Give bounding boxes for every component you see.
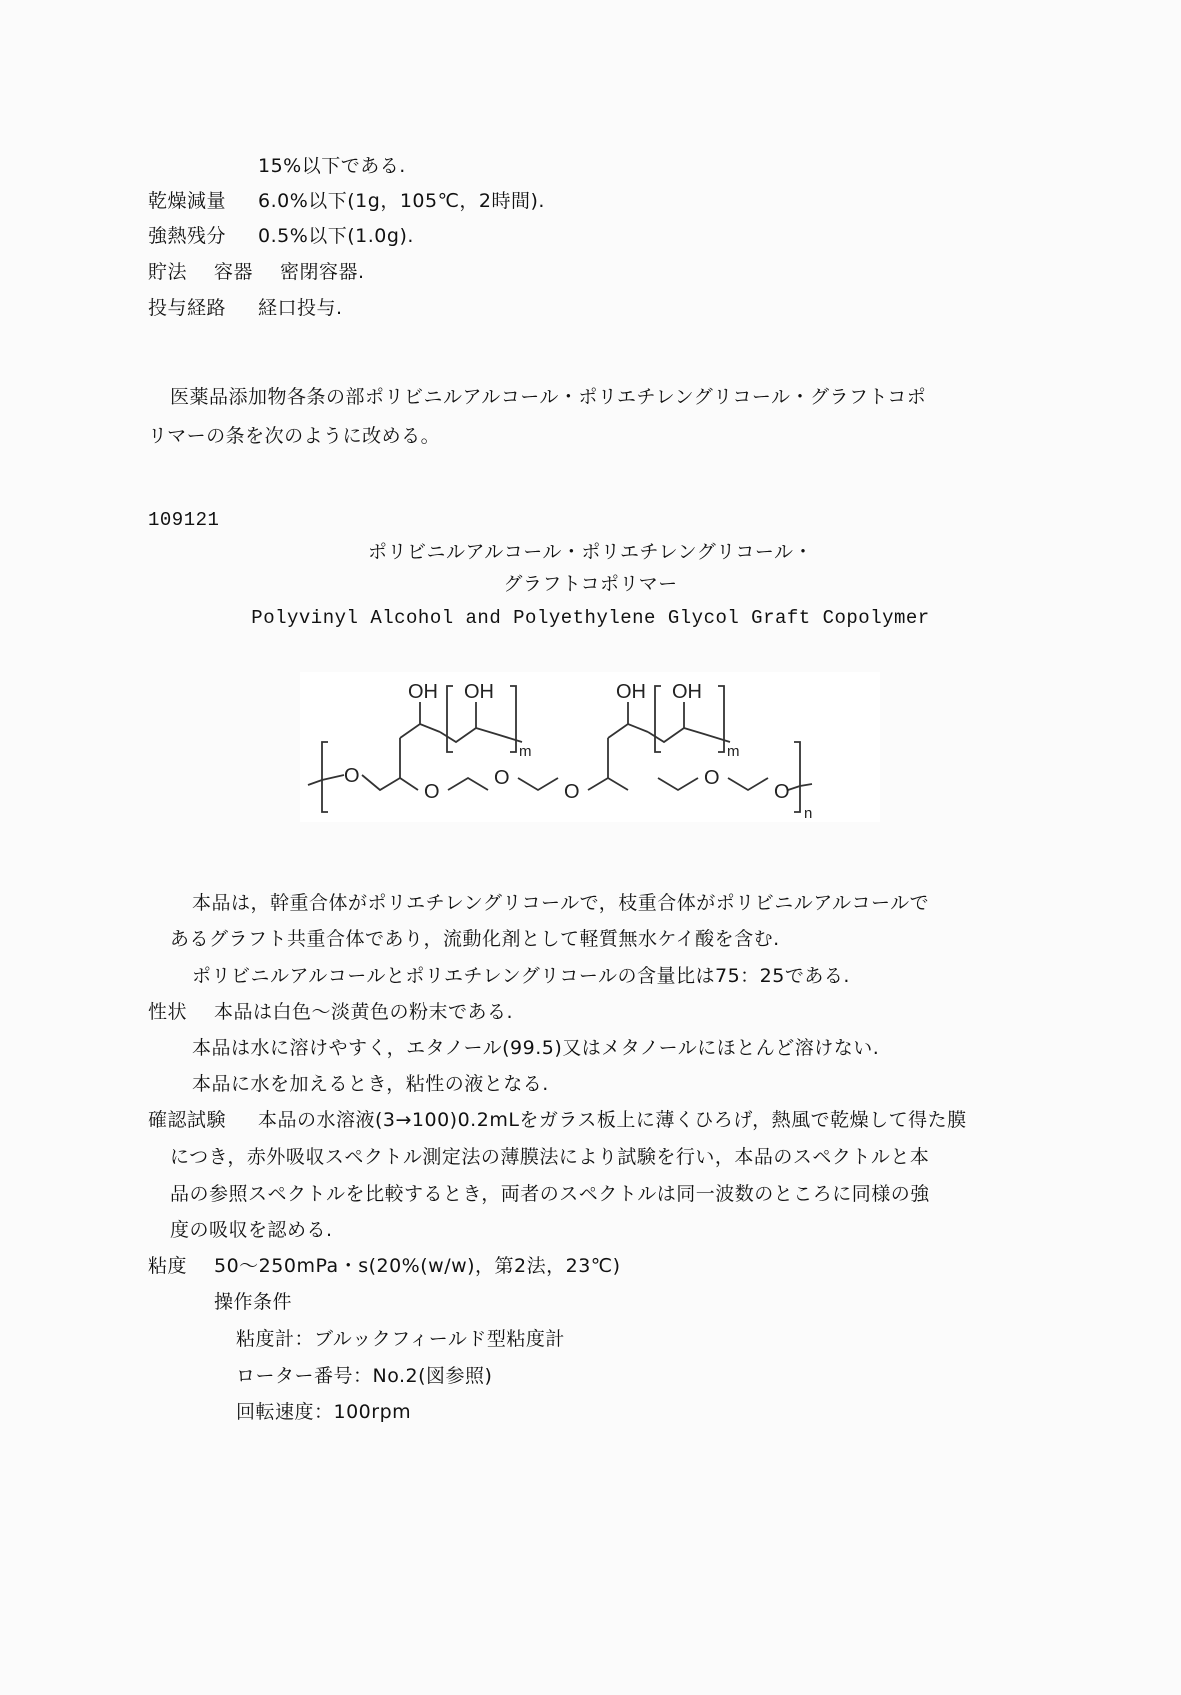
residue-on-ignition-label: 強熱残分 [148, 225, 227, 247]
monograph-title-en: Polyvinyl Alcohol and Polyethylene Glycol Graft Copolymer [251, 607, 930, 629]
description-para2: ポリビニルアルコールとポリエチレングリコールの含量比は75：25である. [192, 965, 850, 987]
o-label-5: O [704, 767, 720, 789]
storage-value: 密閉容器. [280, 261, 365, 283]
storage-label: 貯法 [148, 261, 188, 283]
storage-row [148, 260, 365, 284]
loss-on-drying-value: 6.0%以下(1g，105℃，2時間). [258, 190, 545, 212]
oh-label-3: OH [616, 681, 646, 703]
loss-on-drying-row [148, 189, 545, 213]
o-label-3: O [494, 767, 510, 789]
viscosity-viscometer: 粘度計：ブルックフィールド型粘度計 [236, 1328, 565, 1350]
administration-route-value: 経口投与. [258, 297, 343, 319]
previous-continuation: 15%以下である. [258, 155, 406, 177]
monograph-title-jp-line2: グラフトコポリマー [503, 573, 678, 595]
subscript-m-2: m [727, 743, 740, 760]
viscosity-speed: 回転速度：100rpm [236, 1401, 412, 1423]
viscosity-conditions-heading: 操作条件 [214, 1291, 293, 1313]
storage-sub-label: 容器 [214, 261, 254, 283]
revision-notice-line2: リマーの条を次のように改める。 [148, 425, 441, 447]
properties-line2: 本品は水に溶けやすく，エタノール(99.5)又はメタノールにほとんど溶けない. [192, 1037, 880, 1059]
description-para1-line2: あるグラフト共重合体であり，流動化剤として軽質無水ケイ酸を含む. [170, 928, 780, 950]
o-label-6: O [774, 781, 790, 803]
properties-row [148, 1000, 513, 1024]
identification-label: 確認試験 [148, 1109, 227, 1131]
viscosity-value: 50〜250mPa・s(20%(w/w)，第2法，23℃) [214, 1255, 621, 1277]
viscosity-row [148, 1254, 621, 1278]
revision-notice-line1: 医薬品添加物各条の部ポリビニルアルコール・ポリエチレングリコール・グラフトコポ [170, 386, 927, 408]
properties-line1: 本品は白色〜淡黄色の粉末である. [214, 1001, 514, 1023]
oh-label-2: OH [464, 681, 494, 703]
subscript-m-1: m [519, 743, 532, 760]
residue-on-ignition-value: 0.5%以下(1.0g). [258, 225, 414, 247]
chemical-structure-diagram [300, 672, 880, 822]
monograph-title-jp-line1: ポリビニルアルコール・ポリエチレングリコール・ [368, 541, 813, 563]
o-label-4: O [564, 781, 580, 803]
loss-on-drying-label: 乾燥減量 [148, 190, 227, 212]
o-label-1: O [344, 765, 360, 787]
description-para1-line1: 本品は，幹重合体がポリエチレングリコールで，枝重合体がポリビニルアルコールで [192, 892, 930, 914]
oh-label-4: OH [672, 681, 702, 703]
administration-route-row [148, 296, 343, 320]
monograph-code: 109121 [148, 509, 220, 531]
subscript-n: n [804, 805, 813, 822]
viscosity-label: 粘度 [148, 1255, 188, 1277]
residue-on-ignition-row [148, 224, 414, 248]
identification-line2: につき，赤外吸収スペクトル測定法の薄膜法により試験を行い，本品のスペクトルと本 [170, 1146, 930, 1168]
viscosity-rotor: ローター番号：No.2(図参照) [236, 1365, 493, 1387]
properties-line3: 本品に水を加えるとき，粘性の液となる. [192, 1073, 549, 1095]
administration-route-label: 投与経路 [148, 297, 227, 319]
structure-svg [300, 672, 880, 822]
identification-line3: 品の参照スペクトルを比較するとき，両者のスペクトルは同一波数のところに同様の強 [170, 1183, 930, 1205]
identification-line1: 本品の水溶液(3→100)0.2mLをガラス板上に薄くひろげ，熱風で乾燥して得た膜 [258, 1109, 967, 1131]
oh-label-1: OH [408, 681, 438, 703]
identification-row [148, 1108, 967, 1132]
o-label-2: O [424, 781, 440, 803]
properties-label: 性状 [148, 1001, 188, 1023]
identification-line4: 度の吸収を認める. [170, 1219, 333, 1241]
